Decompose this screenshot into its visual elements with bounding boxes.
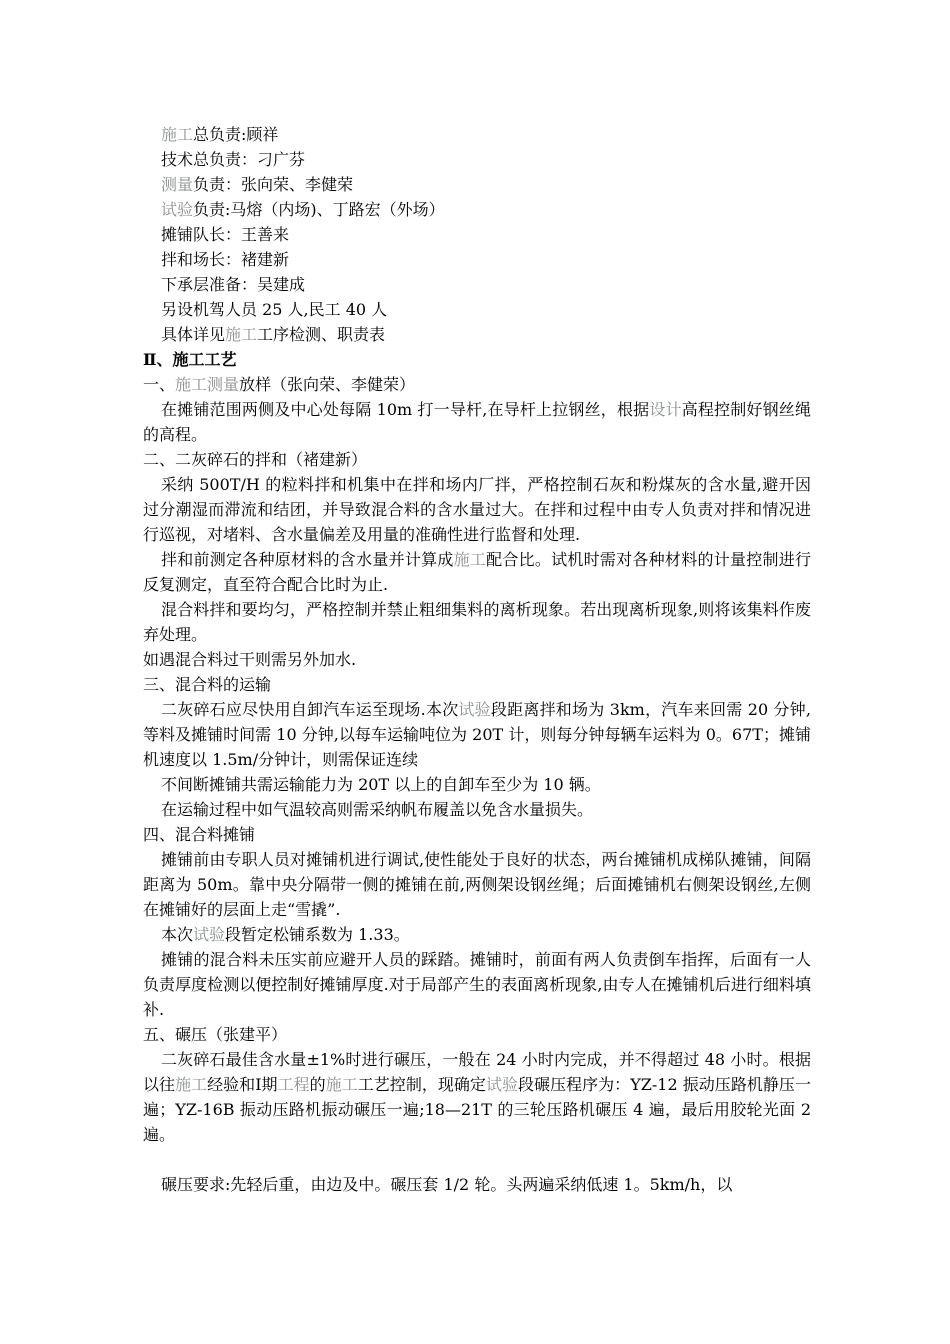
paragraph: 拌和前测定各种原材料的含水量并计算成施工配合比。试机时需对各种材料的计量控制进行反复测定，直至符合配合比时为止. <box>143 550 811 594</box>
paragraph: 不间断摊铺共需运输能力为 20T 以上的自卸车至少为 10 辆。 <box>161 775 601 794</box>
paragraph: 摊铺的混合料未压实前应避开人员的踩踏。摊铺时，前面有两人负责倒车指挥，后面有一人负责厚度检测以便控制好摊铺厚度.对于局部产生的表面离析现象,由专人在摊铺机后进行细料填补. <box>143 950 811 1019</box>
paragraph: 二灰碎石应尽快用自卸汽车运至现场.本次试验段距离拌和场为 3km，汽车来回需 20 分钟,等料及摊铺时间需 10 分钟,以每车运输吨位为 20T 计，则每分钟每辆车运料为 0。67T；摊铺机速度以 1.5m/分钟计，则需保证连续 <box>143 700 811 769</box>
staff-line: 测量负责：张向荣、李健荣 <box>161 175 354 194</box>
staff-line: 技术总负责：刁广芬 <box>161 150 306 169</box>
paragraph: 摊铺前由专职人员对摊铺机进行调试,使性能处于良好的状态，两台摊铺机成梯队摊铺，间隔距离为 50m。靠中央分隔带一侧的摊铺在前,两侧架设钢丝绳；后面摊铺机右侧架设钢丝,左侧在摊铺好的层面上走“雪撬”. <box>143 850 811 919</box>
staff-line: 具体详见施工工序检测、职责表 <box>161 325 386 344</box>
section-heading: 四、混合料摊铺 <box>143 825 256 844</box>
staff-line: 摊铺队长：王善来 <box>161 225 290 244</box>
paragraph: 二灰碎石最佳含水量±1%时进行碾压，一般在 24 小时内完成，并不得超过 48 小时。根据以往施工经验和Ⅰ期工程的施工工艺控制，现确定试验段碾压程序为：YZ-12 振动压路机静压一遍；YZ-16B 振动压路机振动碾压一遍;18—21T 的三轮压路机碾压 4 遍，最后用胶轮光面 2 遍。 <box>143 1050 811 1144</box>
staff-line: 另设机驾人员 25 人,民工 40 人 <box>161 300 388 319</box>
paragraph: 碾压要求:先轻后重，由边及中。碾压套 1/2 轮。头两遍采纳低速 1。5km/h，以 <box>161 1175 733 1194</box>
paragraph: 本次试验段暂定松铺系数为 1.33。 <box>161 925 410 944</box>
section-heading: 一、施工测量放样（张向荣、李健荣） <box>143 375 416 394</box>
paragraph: 如遇混合料过干则需另外加水. <box>143 650 357 669</box>
document-page <box>143 122 811 1197</box>
paragraph: 采纳 500T/H 的粒料拌和机集中在拌和场内厂拌，严格控制石灰和粉煤灰的含水量,避开因过分潮湿而滞流和结团，并导致混合料的含水量过大。在拌和过程中由专人负责对拌和情况进行巡视，对堵料、含水量偏差及用量的准确性进行监督和处理. <box>143 475 811 544</box>
highlight-text: 施工 <box>161 125 194 144</box>
section-heading: 三、混合料的运输 <box>143 675 272 694</box>
staff-line: 试验负责:马熔（内场)、丁路宏（外场） <box>161 200 445 219</box>
section-heading: 二、二灰碎石的拌和（褚建新） <box>143 450 368 469</box>
section-heading: 五、碾压（张建平） <box>143 1025 288 1044</box>
paragraph: 混合料拌和要均匀，严格控制并禁止粗细集料的离析现象。若出现离析现象,则将该集料作废弃处理。 <box>143 600 811 644</box>
section-title: Ⅱ、施工工艺 <box>143 350 237 369</box>
paragraph: 在摊铺范围两侧及中心处每隔 10m 打一导杆,在导杆上拉钢丝，根据设计高程控制好钢丝绳的高程。 <box>143 400 811 444</box>
blank-line <box>143 1147 811 1172</box>
staff-line: 拌和场长：褚建新 <box>161 250 290 269</box>
paragraph: 在运输过程中如气温较高则需采纳帆布履盖以免含水量损失。 <box>161 800 594 819</box>
staff-line: 施工总负责:顾祥 <box>161 125 279 144</box>
staff-line: 下承层准备：吴建成 <box>161 275 306 294</box>
